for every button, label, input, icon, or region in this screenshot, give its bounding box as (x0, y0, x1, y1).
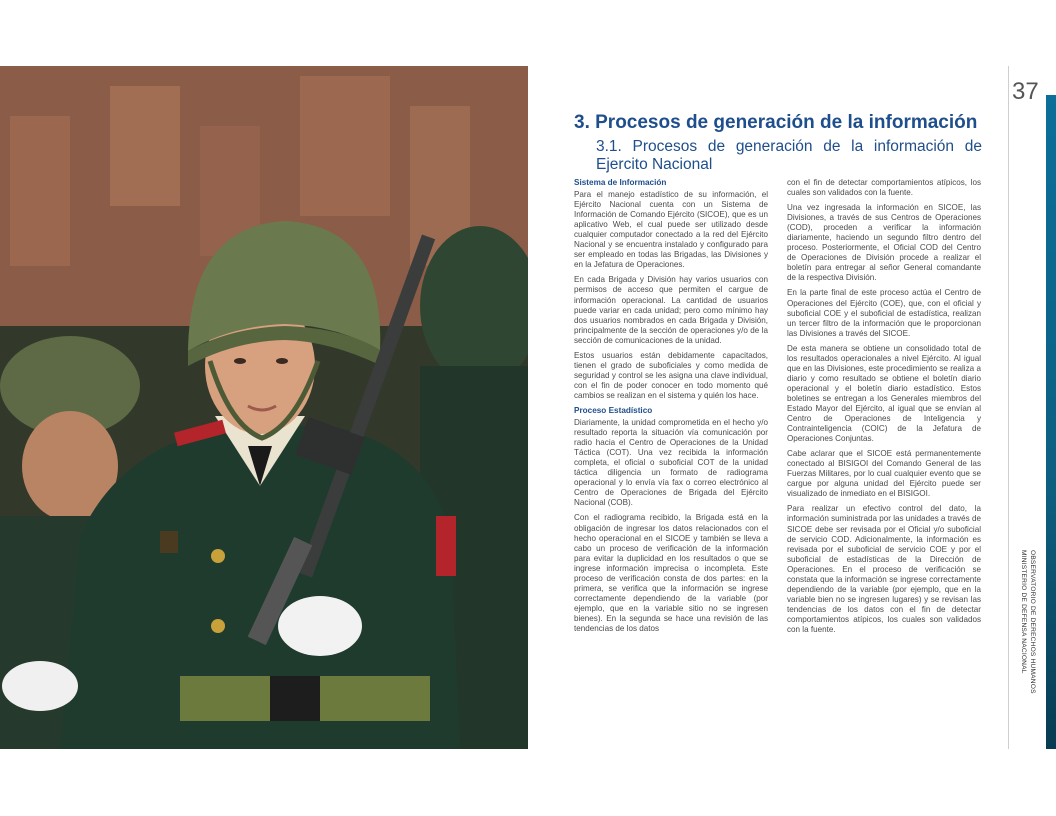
text-column-2 (787, 178, 981, 640)
soldier-photo-illustration (0, 66, 528, 749)
side-color-bar (1046, 95, 1056, 749)
page-number: 37 (1012, 78, 1039, 105)
page-divider (1008, 66, 1009, 749)
paragraph: Una vez ingresada la información en SICOE, las Divisiones, a través de sus Centros de Operaciones (COD), proceden a verificar la información diariamente, haciendo un segundo filtro dentro del proceso. Posteriormente, el Oficial COD del Centro de Operaciones de División procede a realizar el boletín para entregar al señor General comandante de la respectiva División. (787, 203, 981, 283)
paragraph: Estos usuarios están debidamente capacitados, tienen el grado de suboficiales y como medida de seguridad y control se les asigna una clave individual, con el fin de poder conocer en todo momento qué cambios se realizan en el sistema y quién los hace. (574, 350, 768, 400)
subsection-title: 3.1. Procesos de generación de la información de Ejercito Nacional (596, 138, 982, 173)
paragraph: Para realizar un efectivo control del dato, la información suministrada por las unidades a través de SICOE debe ser revisada por el Oficial y/o suboficial de servicio COD. Adicionalmente, la información es revisada por el suboficial de servicio COE y por el suboficial de estadísticas de la Dirección de Operaciones. En el proceso de verificación se constata que la información se ingrese correctamente dependiendo de la variable (por ejemplo, que en la variable bien no se ingresen lugares) y se revisan las tendencias de los datos con el fin de detectar comportamientos atípicos, los cuales son validados con la fuente. (787, 504, 981, 634)
paragraph: En la parte final de este proceso actúa el Centro de Operaciones del Ejército (COE), que, con el oficial y suboficial COE y el suboficial de estadística, realizan un tercer filtro de la información que le proporcionan las Divisiones a través del SICOE. (787, 288, 981, 338)
heading-proceso-estadistico: Proceso Estadístico (574, 405, 653, 415)
text-column-1 (574, 178, 768, 639)
paragraph: En cada Brigada y División hay varios usuarios con permisos de acceso que permiten el cargue de información operacional. La cantidad de usuarios puede variar en cada unidad; pero como mínimo hay dos usuarios nombrados en cada Brigada y División, principalmente de la sección de operaciones y/o de la sección de comunicaciones de la unidad. (574, 275, 768, 345)
paragraph: Diariamente, la unidad comprometida en el hecho y/o resultado reporta la situación vía comunicación por radio hacia el Centro de Operaciones de la Unidad Táctica (COT). Una vez recibida la información completa, el oficial o suboficial COT de la unidad táctica diligencia un formato de radiograma operacional y lo envía vía fax o correo electrónico al Centro de Operaciones de Brigada del Ejército Nacional (COB). (574, 418, 768, 508)
side-label-line1: OBSERVATORIO DE DERECHOS HUMANOS (1029, 550, 1036, 694)
section-title: 3. Procesos de generación de la información (574, 112, 978, 133)
paragraph: Cabe aclarar que el SICOE está permanentemente conectado al BISIGOI del Comando General de las Fuerzas Militares, por lo cual cualquier evento que se cargue por alguna unidad del Ejército puede ser visualizado de inmediato en el BISIGOI. (787, 449, 981, 499)
paragraph: con el fin de detectar comportamientos atípicos, los cuales son validados con la fuente. (787, 178, 981, 198)
heading-sistema-informacion: Sistema de Información (574, 178, 667, 187)
side-label-line2: MINISTERIO DE DEFENSA NACIONAL (1020, 550, 1027, 674)
side-label (1013, 550, 1043, 730)
paragraph: Para el manejo estadístico de su información, el Ejército Nacional cuenta con un Sistema de Información de Comando Ejército (SICOE), que es un aplicativo Web, el cual puede ser utilizado desde cualquier computador conectado a la red del Ejército Nacional y se encuentra instalado y configurado para ser empleado en todas las Brigadas, las Divisiones y en la Jefatura de Operaciones. (574, 190, 768, 270)
paragraph: De esta manera se obtiene un consolidado total de los resultados operacionales a nivel Ejército. Al igual que en las Divisiones, este procedimiento se realiza a diario y como resultado se obtiene el boletín diario operacional y el boletín diario estadístico. Estos boletines se entregan a los Generales miembros del Estado Mayor del Ejército, al igual que se envían al Centro de Operaciones de Inteligencia y Contrainteligencia (COIC) de la Jefatura de Operaciones Conjuntas. (787, 343, 981, 444)
paragraph: Con el radiograma recibido, la Brigada está en la obligación de ingresar los datos relacionados con el hecho operacional en el SICOE y también se lleva a cabo un proceso de verificación de la información para evitar la duplicidad en los resultados o que se ingrese información imprecisa o incompleta. Este proceso de verificación consta de dos partes: en la primera, se verifica que la información se ingrese correctamente dependiendo de la variable (por ejemplo, que en la variable sitio no se ingresen bienes). En la segunda se hace una revisión de las tendencias de los datos (574, 513, 768, 633)
soldier-photo (0, 66, 528, 749)
